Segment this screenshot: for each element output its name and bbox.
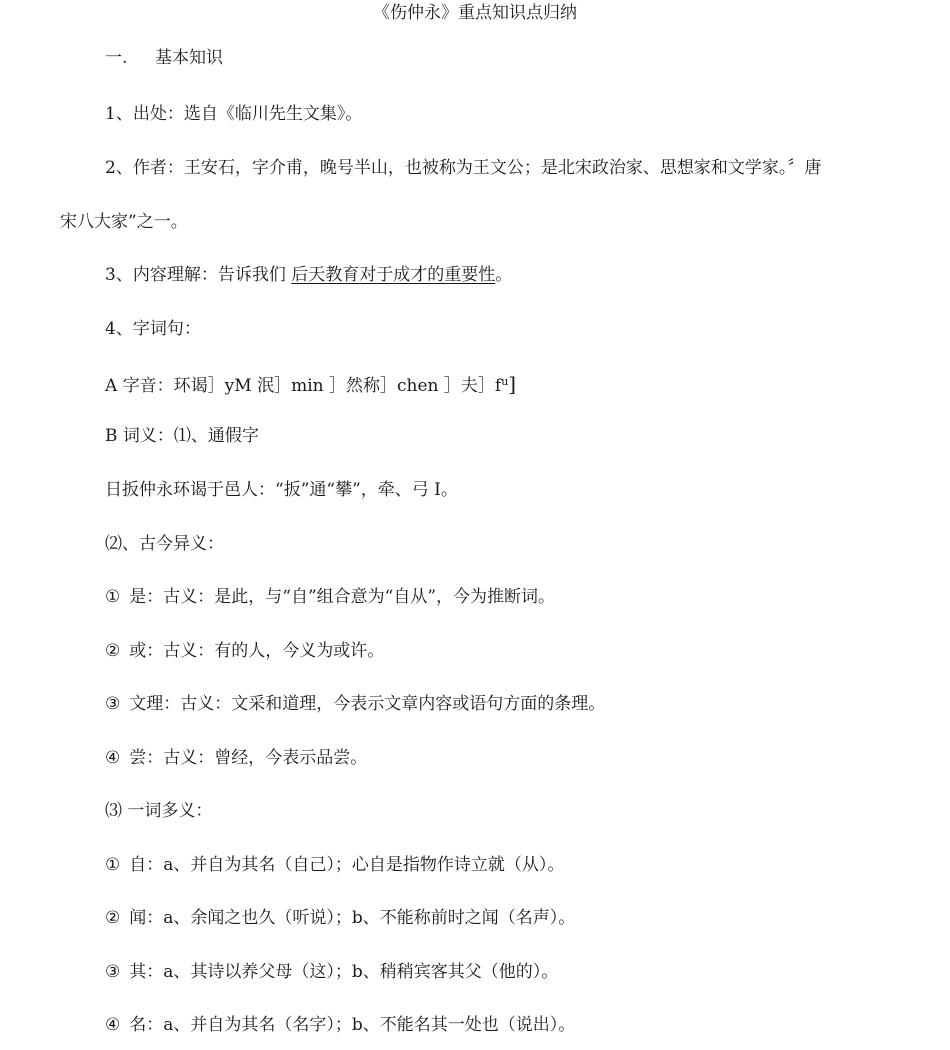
list-marker: ④ bbox=[105, 748, 121, 768]
list-item-text: 闻：a、余闻之也久（听说）；b、不能称前时之闻（名声）。 bbox=[129, 908, 576, 928]
list-item-text: 是：古义：是此，与“自”组合意为“自从”，今为推断词。 bbox=[129, 587, 556, 607]
gujin-heading: ⑵、古今异义： bbox=[105, 534, 224, 554]
list-marker: ② bbox=[105, 641, 121, 661]
list-item bbox=[105, 1014, 575, 1036]
meaning-heading: B 词义：⑴、通假字 bbox=[105, 426, 259, 446]
list-item-text: 其：a、其诗以养父母（这）；b、稍稍宾客其父（他的）。 bbox=[129, 962, 559, 982]
list-item-text: 尝：古义：曾经，今表示品尝。 bbox=[129, 748, 368, 768]
document-title: 《伤仲永》重点知识点归纳 bbox=[373, 3, 577, 23]
list-item-text: 或：古义：有的人，今义为或许。 bbox=[129, 641, 385, 661]
pronunciation-superscript: u bbox=[501, 375, 509, 388]
content-key-point: 后天教育对于成才的重要性 bbox=[291, 265, 496, 285]
pronunciation-text: A 字音：环谒］yM 泯］min ］然称］chen ］夫］f bbox=[105, 376, 502, 396]
words-heading: 4、字词句： bbox=[105, 319, 201, 339]
list-item-text: 名：a、并自为其名（名字）；b、不能名其一处也（说出）。 bbox=[129, 1015, 576, 1035]
duoyi-heading: ⑶ 一词多义： bbox=[105, 801, 213, 821]
list-marker: ① bbox=[105, 855, 121, 875]
list-marker: ③ bbox=[105, 962, 121, 982]
list-item bbox=[105, 961, 558, 983]
content-understanding-line bbox=[105, 264, 512, 286]
list-item bbox=[105, 747, 367, 769]
section-heading bbox=[105, 47, 223, 69]
tongjia-example: 日扳仲永环谒于邑人：“扳”通“攀”，牵、弓 I。 bbox=[105, 480, 458, 500]
list-item bbox=[105, 907, 575, 929]
pronunciation-bracket: ] bbox=[508, 372, 517, 396]
author-line: 2、作者：王安石，字介甫，晚号半山，也被称为王文公；是北宋政治家、思想家和文学家。〞唐 bbox=[105, 158, 822, 178]
list-marker: ③ bbox=[105, 694, 121, 714]
section-number: 一. bbox=[105, 48, 128, 68]
list-item bbox=[105, 586, 555, 608]
list-marker: ② bbox=[105, 908, 121, 928]
list-item bbox=[105, 854, 564, 876]
list-item-text: 自：a、并自为其名（自己）；心自是指物作诗立就（从）。 bbox=[129, 855, 565, 875]
source-line: 1、出处：选自《临川先生文集》。 bbox=[105, 104, 363, 124]
list-item-text: 文理：古义：文采和道理，今表示文章内容或语句方面的条理。 bbox=[129, 694, 606, 714]
list-marker: ① bbox=[105, 587, 121, 607]
pronunciation-line bbox=[105, 371, 516, 397]
list-item bbox=[105, 640, 384, 662]
content-suffix: 。 bbox=[495, 265, 513, 285]
section-label: 基本知识 bbox=[155, 48, 223, 68]
content-prefix: 3、内容理解：告诉我们 bbox=[105, 265, 292, 285]
list-item bbox=[105, 693, 605, 715]
author-line-continued: 宋八大家”之一。 bbox=[60, 212, 188, 232]
list-marker: ④ bbox=[105, 1015, 121, 1035]
